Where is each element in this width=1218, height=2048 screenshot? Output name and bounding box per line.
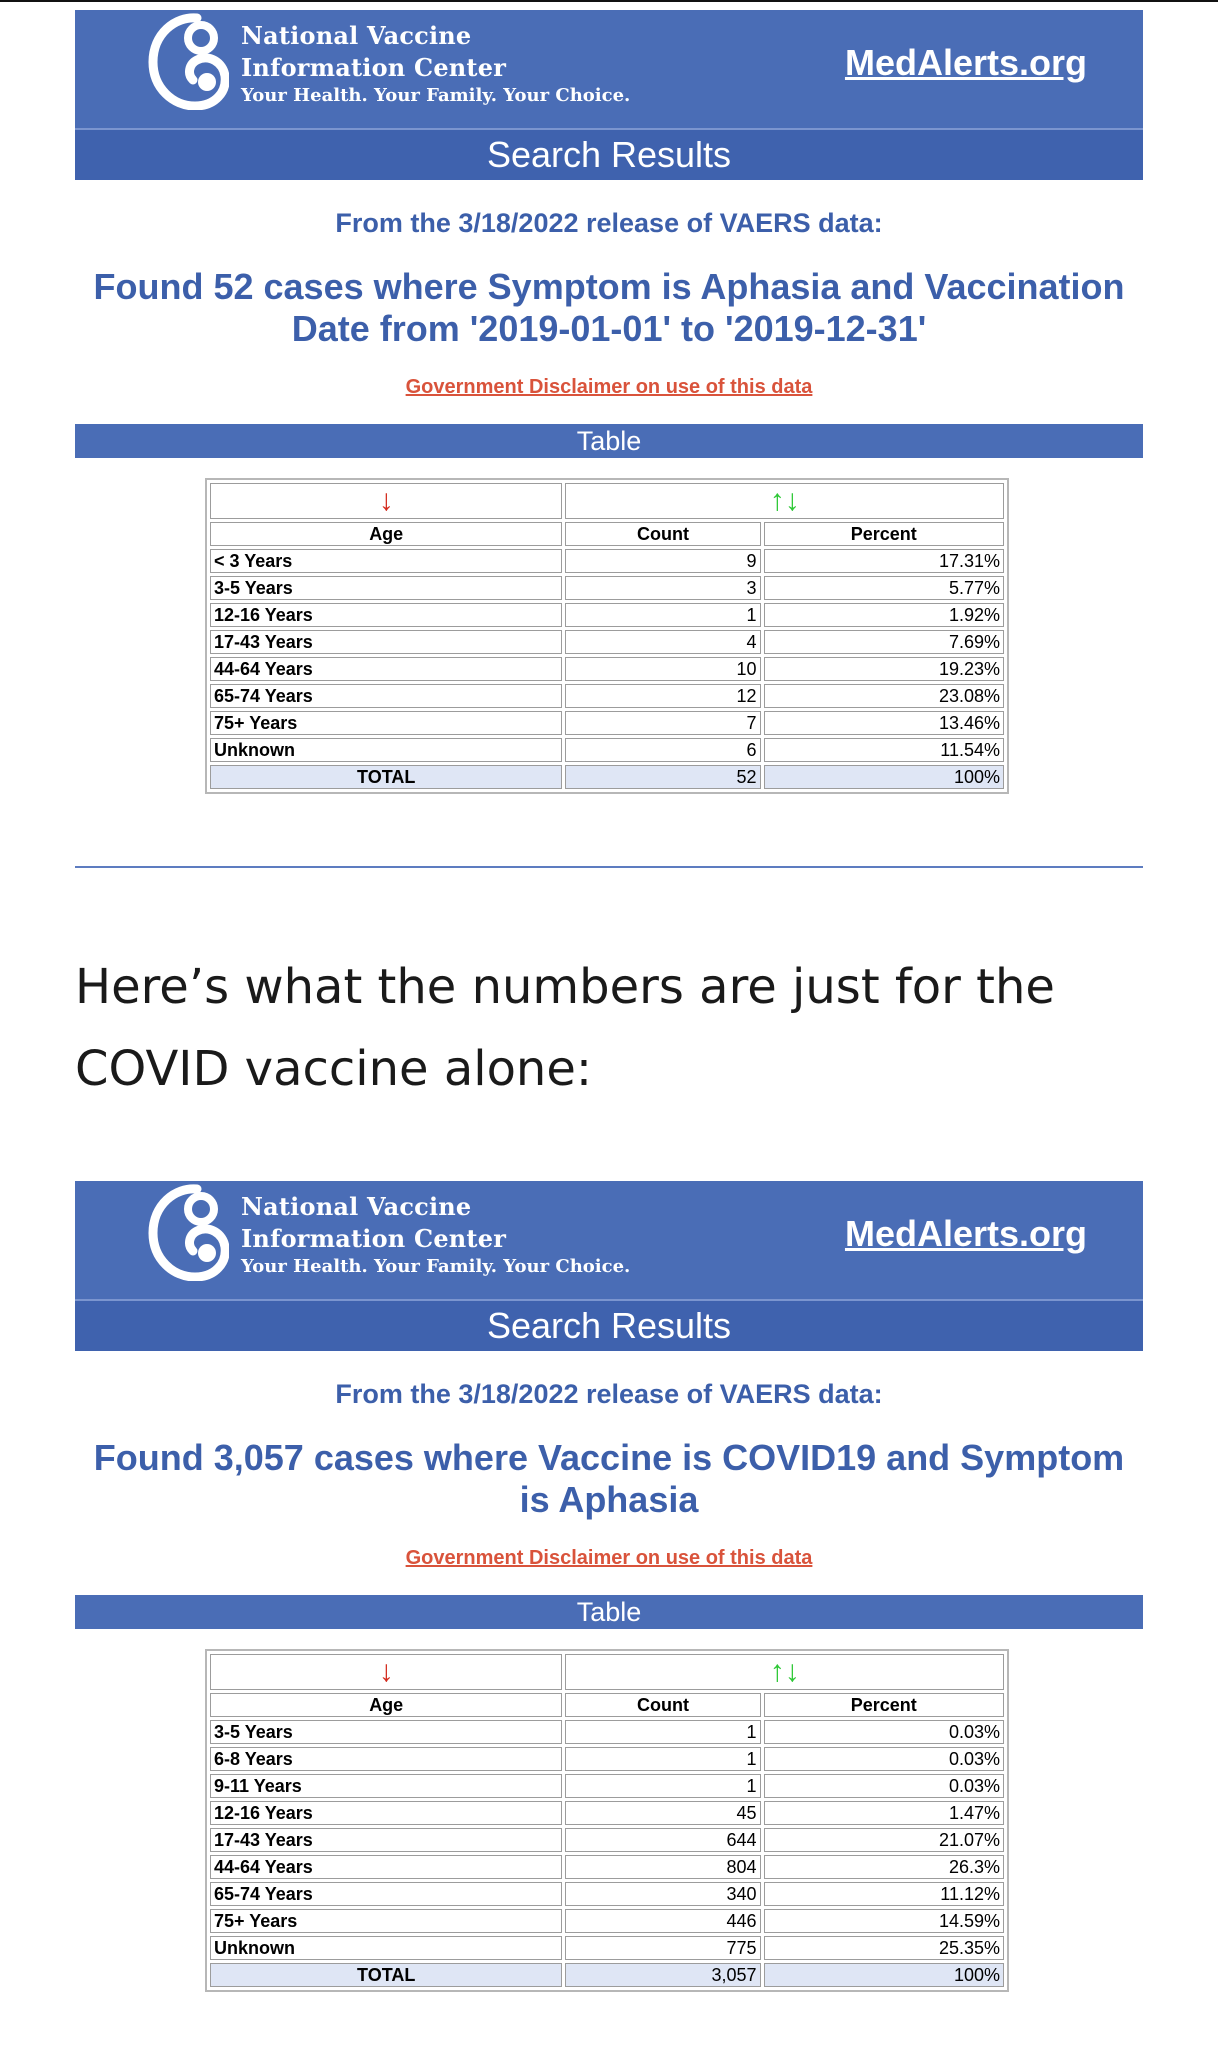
percent-cell: 21.07% xyxy=(764,1828,1004,1852)
total-label-cell: TOTAL xyxy=(210,1963,562,1987)
sort-controls-row xyxy=(210,483,1004,519)
table-row xyxy=(210,1747,1004,1771)
search-results-strip xyxy=(75,1299,1143,1351)
disclaimer-row xyxy=(0,376,1218,399)
caption-text: Here’s what the numbers are just for the COVID vaccine alone: xyxy=(75,959,1055,1097)
medalerts-link[interactable]: MedAlerts.org xyxy=(844,42,1087,83)
release-note: From the 3/18/2022 release of VAERS data: xyxy=(335,1379,883,1409)
count-cell: 3 xyxy=(565,576,760,600)
sort-age-cell xyxy=(210,1654,562,1690)
nvic-logo-icon xyxy=(145,1183,229,1281)
org-name-line-2: Information Center xyxy=(241,1224,507,1253)
sort-count-cell xyxy=(565,483,1004,519)
table-title-bar: Table xyxy=(75,424,1143,458)
header-age[interactable]: Age xyxy=(210,522,562,546)
age-cell: 65-74 Years xyxy=(210,684,562,708)
age-cell: 6-8 Years xyxy=(210,1747,562,1771)
disclaimer-row xyxy=(0,1547,1218,1570)
age-results-table xyxy=(205,478,1009,794)
percent-cell: 11.54% xyxy=(764,738,1004,762)
table-row xyxy=(210,1774,1004,1798)
header-count[interactable]: Count xyxy=(565,1693,760,1717)
count-cell: 7 xyxy=(565,711,760,735)
org-name xyxy=(241,20,630,108)
nvic-logo-icon xyxy=(145,12,229,110)
table-row xyxy=(210,711,1004,735)
age-cell: Unknown xyxy=(210,738,562,762)
percent-cell: 23.08% xyxy=(764,684,1004,708)
percent-cell: 11.12% xyxy=(764,1882,1004,1906)
sort-up-arrow-icon[interactable]: ↑ xyxy=(769,1655,785,1688)
header-percent[interactable]: Percent xyxy=(764,522,1004,546)
count-cell: 1 xyxy=(565,1747,760,1771)
header-percent[interactable]: Percent xyxy=(764,1693,1004,1717)
total-row xyxy=(210,1963,1004,1987)
age-cell: 17-43 Years xyxy=(210,1828,562,1852)
search-results-title: Search Results xyxy=(486,1305,732,1346)
org-tagline: Your Health. Your Family. Your Choice. xyxy=(241,1256,631,1277)
age-cell: 9-11 Years xyxy=(210,1774,562,1798)
total-percent-cell: 100% xyxy=(764,1963,1004,1987)
org-name-line-2: Information Center xyxy=(241,53,507,82)
total-label-cell: TOTAL xyxy=(210,765,562,789)
search-results-title: Search Results xyxy=(486,134,732,175)
table-row xyxy=(210,603,1004,627)
table-row xyxy=(210,1801,1004,1825)
table-row xyxy=(210,738,1004,762)
org-tagline: Your Health. Your Family. Your Choice. xyxy=(241,85,631,106)
count-cell: 644 xyxy=(565,1828,760,1852)
percent-cell: 13.46% xyxy=(764,711,1004,735)
site-banner xyxy=(75,1181,1143,1351)
header-row xyxy=(210,522,1004,546)
percent-cell: 14.59% xyxy=(764,1909,1004,1933)
count-cell: 446 xyxy=(565,1909,760,1933)
org-name-line-1: National Vaccine xyxy=(241,21,472,50)
found-cases-heading: Found 3,057 cases where Vaccine is COVID19 and Symptom is Aphasia xyxy=(93,1437,1125,1520)
percent-cell: 0.03% xyxy=(764,1774,1004,1798)
age-cell: 17-43 Years xyxy=(210,630,562,654)
total-count-cell: 52 xyxy=(565,765,760,789)
table-row xyxy=(210,1909,1004,1933)
header-count[interactable]: Count xyxy=(565,522,760,546)
table-row xyxy=(210,1720,1004,1744)
age-cell: 12-16 Years xyxy=(210,603,562,627)
release-note: From the 3/18/2022 release of VAERS data: xyxy=(335,208,883,238)
found-cases-heading: Found 52 cases where Symptom is Aphasia and Vaccination Date from '2019-01-01' to '2019-12-31' xyxy=(93,266,1125,349)
banner-header xyxy=(75,1181,1143,1299)
table-title-bar: Table xyxy=(75,1595,1143,1629)
table-row xyxy=(210,549,1004,573)
org-name xyxy=(241,1191,630,1279)
percent-cell: 0.03% xyxy=(764,1747,1004,1771)
header-row xyxy=(210,1693,1004,1717)
section-divider xyxy=(75,866,1143,868)
age-cell: Unknown xyxy=(210,1936,562,1960)
site-banner xyxy=(75,10,1143,180)
total-percent-cell: 100% xyxy=(764,765,1004,789)
age-cell: 3-5 Years xyxy=(210,576,562,600)
count-cell: 10 xyxy=(565,657,760,681)
banner-header xyxy=(75,10,1143,128)
percent-cell: 25.35% xyxy=(764,1936,1004,1960)
sort-down-arrow-icon[interactable]: ↓ xyxy=(378,484,394,517)
table-row xyxy=(210,1882,1004,1906)
government-disclaimer-link[interactable]: Government Disclaimer on use of this data xyxy=(405,376,813,398)
percent-cell: 5.77% xyxy=(764,576,1004,600)
count-cell: 4 xyxy=(565,630,760,654)
age-results-table-body xyxy=(210,1654,1004,1987)
sort-down-arrow-icon[interactable]: ↓ xyxy=(784,1655,800,1688)
sort-count-cell xyxy=(565,1654,1004,1690)
count-cell: 804 xyxy=(565,1855,760,1879)
table-row xyxy=(210,1828,1004,1852)
table-row xyxy=(210,657,1004,681)
age-cell: 75+ Years xyxy=(210,711,562,735)
sort-down-arrow-icon[interactable]: ↓ xyxy=(784,484,800,517)
sort-up-arrow-icon[interactable]: ↑ xyxy=(769,484,785,517)
count-cell: 775 xyxy=(565,1936,760,1960)
table-row xyxy=(210,576,1004,600)
percent-cell: 19.23% xyxy=(764,657,1004,681)
table-row xyxy=(210,630,1004,654)
percent-cell: 7.69% xyxy=(764,630,1004,654)
age-cell: 3-5 Years xyxy=(210,1720,562,1744)
age-cell: < 3 Years xyxy=(210,549,562,573)
percent-cell: 17.31% xyxy=(764,549,1004,573)
government-disclaimer-link[interactable]: Government Disclaimer on use of this data xyxy=(405,1547,813,1569)
total-count-cell: 3,057 xyxy=(565,1963,760,1987)
age-cell: 44-64 Years xyxy=(210,657,562,681)
sort-age-cell xyxy=(210,483,562,519)
medalerts-link[interactable]: MedAlerts.org xyxy=(844,1213,1087,1254)
count-cell: 12 xyxy=(565,684,760,708)
sort-down-arrow-icon[interactable]: ↓ xyxy=(378,1655,394,1688)
percent-cell: 26.3% xyxy=(764,1855,1004,1879)
table-row xyxy=(210,684,1004,708)
age-results-table xyxy=(205,1649,1009,1992)
top-border xyxy=(0,0,1218,2)
count-cell: 340 xyxy=(565,1882,760,1906)
count-cell: 9 xyxy=(565,549,760,573)
count-cell: 6 xyxy=(565,738,760,762)
age-cell: 65-74 Years xyxy=(210,1882,562,1906)
age-cell: 75+ Years xyxy=(210,1909,562,1933)
header-age[interactable]: Age xyxy=(210,1693,562,1717)
count-cell: 1 xyxy=(565,603,760,627)
age-cell: 12-16 Years xyxy=(210,1801,562,1825)
sort-controls-row xyxy=(210,1654,1004,1690)
search-results-strip xyxy=(75,128,1143,180)
org-name-line-1: National Vaccine xyxy=(241,1192,472,1221)
percent-cell: 1.47% xyxy=(764,1801,1004,1825)
age-results-table-body xyxy=(210,483,1004,789)
count-cell: 1 xyxy=(565,1720,760,1744)
percent-cell: 0.03% xyxy=(764,1720,1004,1744)
percent-cell: 1.92% xyxy=(764,603,1004,627)
count-cell: 1 xyxy=(565,1774,760,1798)
table-row xyxy=(210,1936,1004,1960)
total-row xyxy=(210,765,1004,789)
count-cell: 45 xyxy=(565,1801,760,1825)
age-cell: 44-64 Years xyxy=(210,1855,562,1879)
table-row xyxy=(210,1855,1004,1879)
